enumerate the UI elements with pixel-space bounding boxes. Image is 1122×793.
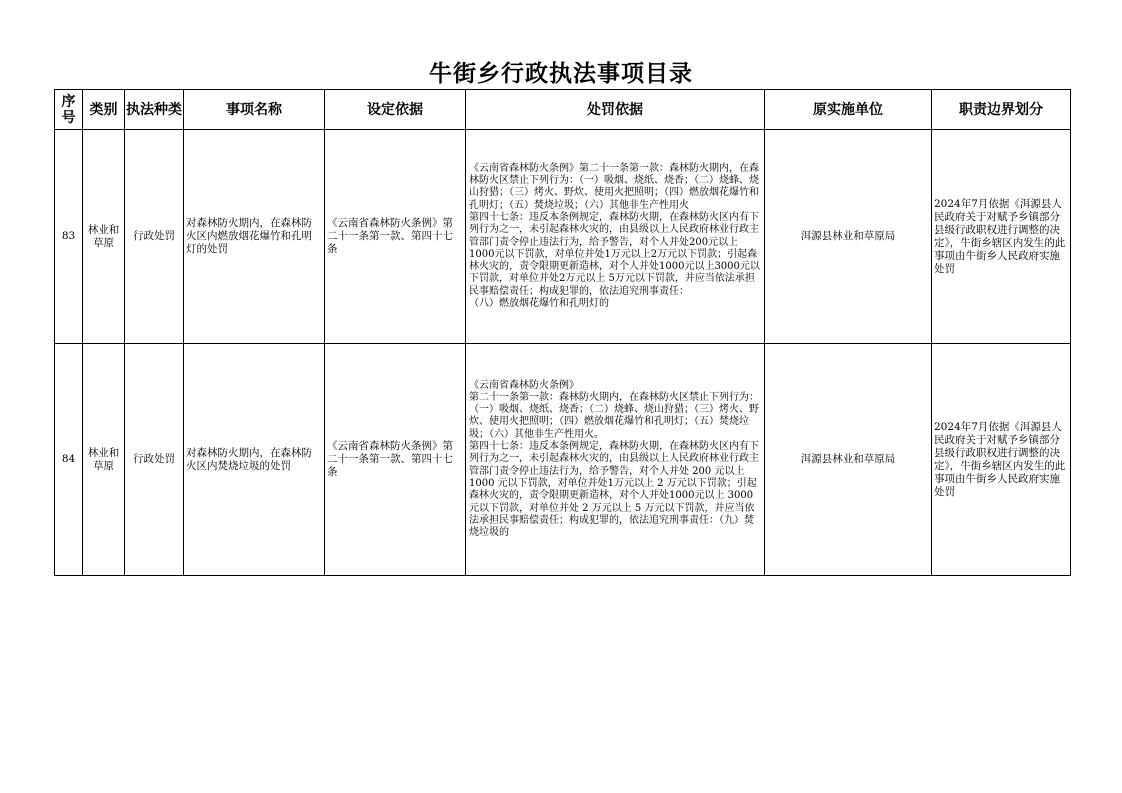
col-header-type: 执法种类 bbox=[125, 90, 184, 130]
cell-no: 84 bbox=[55, 344, 83, 576]
page-title: 牛街乡行政执法事项目录 bbox=[429, 61, 693, 87]
col-header-no: 序号 bbox=[55, 90, 83, 130]
penalty-basis-paragraph: 第四十七条：违反本条例规定，森林防火期，在森林防火区内有下列行为之一，未引起森林火灾的，由县级以上人民政府林业行政主管部门责令停止违法行为，给予警告，对个人并处200元以上1000元以下罚款，对单位并处1万元以上2万元以下罚款；引起森林火灾的，责令限期更新造林，对个人并处1000元以上3000元以下罚款，对单位并处2万元以上 5万元以下罚款，并应当依法承担民事赔偿责任；构成犯罪的，依法追究刑事责任： bbox=[469, 211, 760, 297]
cell-unit: 洱源县林业和草原局 bbox=[765, 130, 932, 344]
penalty-basis-paragraph: 《云南省森林防火条例》第二十一条第一款：森林防火期内，在森林防火区禁止下列行为：（一）吸烟、烧纸、烧香；（二）烧蜂、烧山狩猎；（三）烤火、野炊、使用火把照明；（四）燃放烟花爆竹和孔明灯；（五）焚烧垃圾；（六）其他非生产性用火 bbox=[469, 162, 759, 211]
cell-unit: 洱源县林业和草原局 bbox=[765, 344, 932, 576]
cell-basis: 《云南省森林防火条例》第二十一条第一款、第四十七条 bbox=[325, 344, 466, 576]
cell-category: 林业和草原 bbox=[83, 344, 125, 576]
cell-item: 对森林防火期内，在森林防火区内焚烧垃圾的处罚 bbox=[184, 344, 325, 576]
cell-type: 行政处罚 bbox=[125, 344, 184, 576]
col-header-unit: 原实施单位 bbox=[765, 90, 932, 130]
cell-boundary: 2024年7月依据《洱源县人民政府关于对赋予乡镇部分县级行政职权进行调整的决定》，牛街乡辖区内发生的此事项由牛街乡人民政府实施处罚 bbox=[932, 344, 1071, 576]
col-header-item: 事项名称 bbox=[184, 90, 325, 130]
cell-penalty-basis bbox=[466, 130, 765, 344]
enforcement-table bbox=[54, 89, 1071, 576]
cell-category: 林业和草原 bbox=[83, 130, 125, 344]
cell-item: 对森林防火期内，在森林防火区内燃放烟花爆竹和孔明灯的处罚 bbox=[184, 130, 325, 344]
penalty-basis-paragraph: 第二十一条第一款：森林防火期内，在森林防火区禁止下列行为：（一）吸烟、烧纸、烧香；（二）烧蜂、烧山狩猎；（三）烤火、野炊、使用火把照明；（四）燃放烟花爆竹和孔明灯；（五）焚烧垃圾；（六）其他非生产性用火。 bbox=[469, 391, 759, 440]
cell-type: 行政处罚 bbox=[125, 130, 184, 344]
penalty-basis-paragraph: 《云南省森林防火条例》 bbox=[469, 379, 579, 391]
cell-basis: 《云南省森林防火条例》第二十一条第一款、第四十七条 bbox=[325, 130, 466, 344]
cell-no: 83 bbox=[55, 130, 83, 344]
cell-boundary: 2024年7月依据《洱源县人民政府关于对赋予乡镇部分县级行政职权进行调整的决定》，牛街乡辖区内发生的此事项由牛街乡人民政府实施处罚 bbox=[932, 130, 1071, 344]
penalty-basis-paragraph: （八）燃放烟花爆竹和孔明灯的 bbox=[469, 297, 609, 309]
col-header-basis: 设定依据 bbox=[325, 90, 466, 130]
table-row bbox=[55, 130, 1071, 344]
header-row bbox=[55, 90, 1071, 130]
col-header-category: 类别 bbox=[83, 90, 125, 130]
cell-penalty-basis bbox=[466, 344, 765, 576]
col-header-penalty-basis: 处罚依据 bbox=[466, 90, 765, 130]
col-header-boundary: 职责边界划分 bbox=[932, 90, 1071, 130]
penalty-basis-paragraph: 第四十七条：违反本条例规定，森林防火期，在森林防火区内有下列行为之一，未引起森林火灾的，由县级以上人民政府林业行政主管部门责令停止违法行为，给予警告，对个人并处 200 元以上 1000 元以下罚款，对单位并处1万元以上 2 万元以下罚款；引起森林火灾的，责令限期更新造林，对个人并处1000元以上 3000 元以下罚款，对单位并处 2 万元以上 5 万元以下罚款，并应当依法承担民事赔偿责任；构成犯罪的，依法追究刑事责任：（九）焚烧垃圾的 bbox=[469, 441, 759, 539]
table-row bbox=[55, 344, 1071, 576]
